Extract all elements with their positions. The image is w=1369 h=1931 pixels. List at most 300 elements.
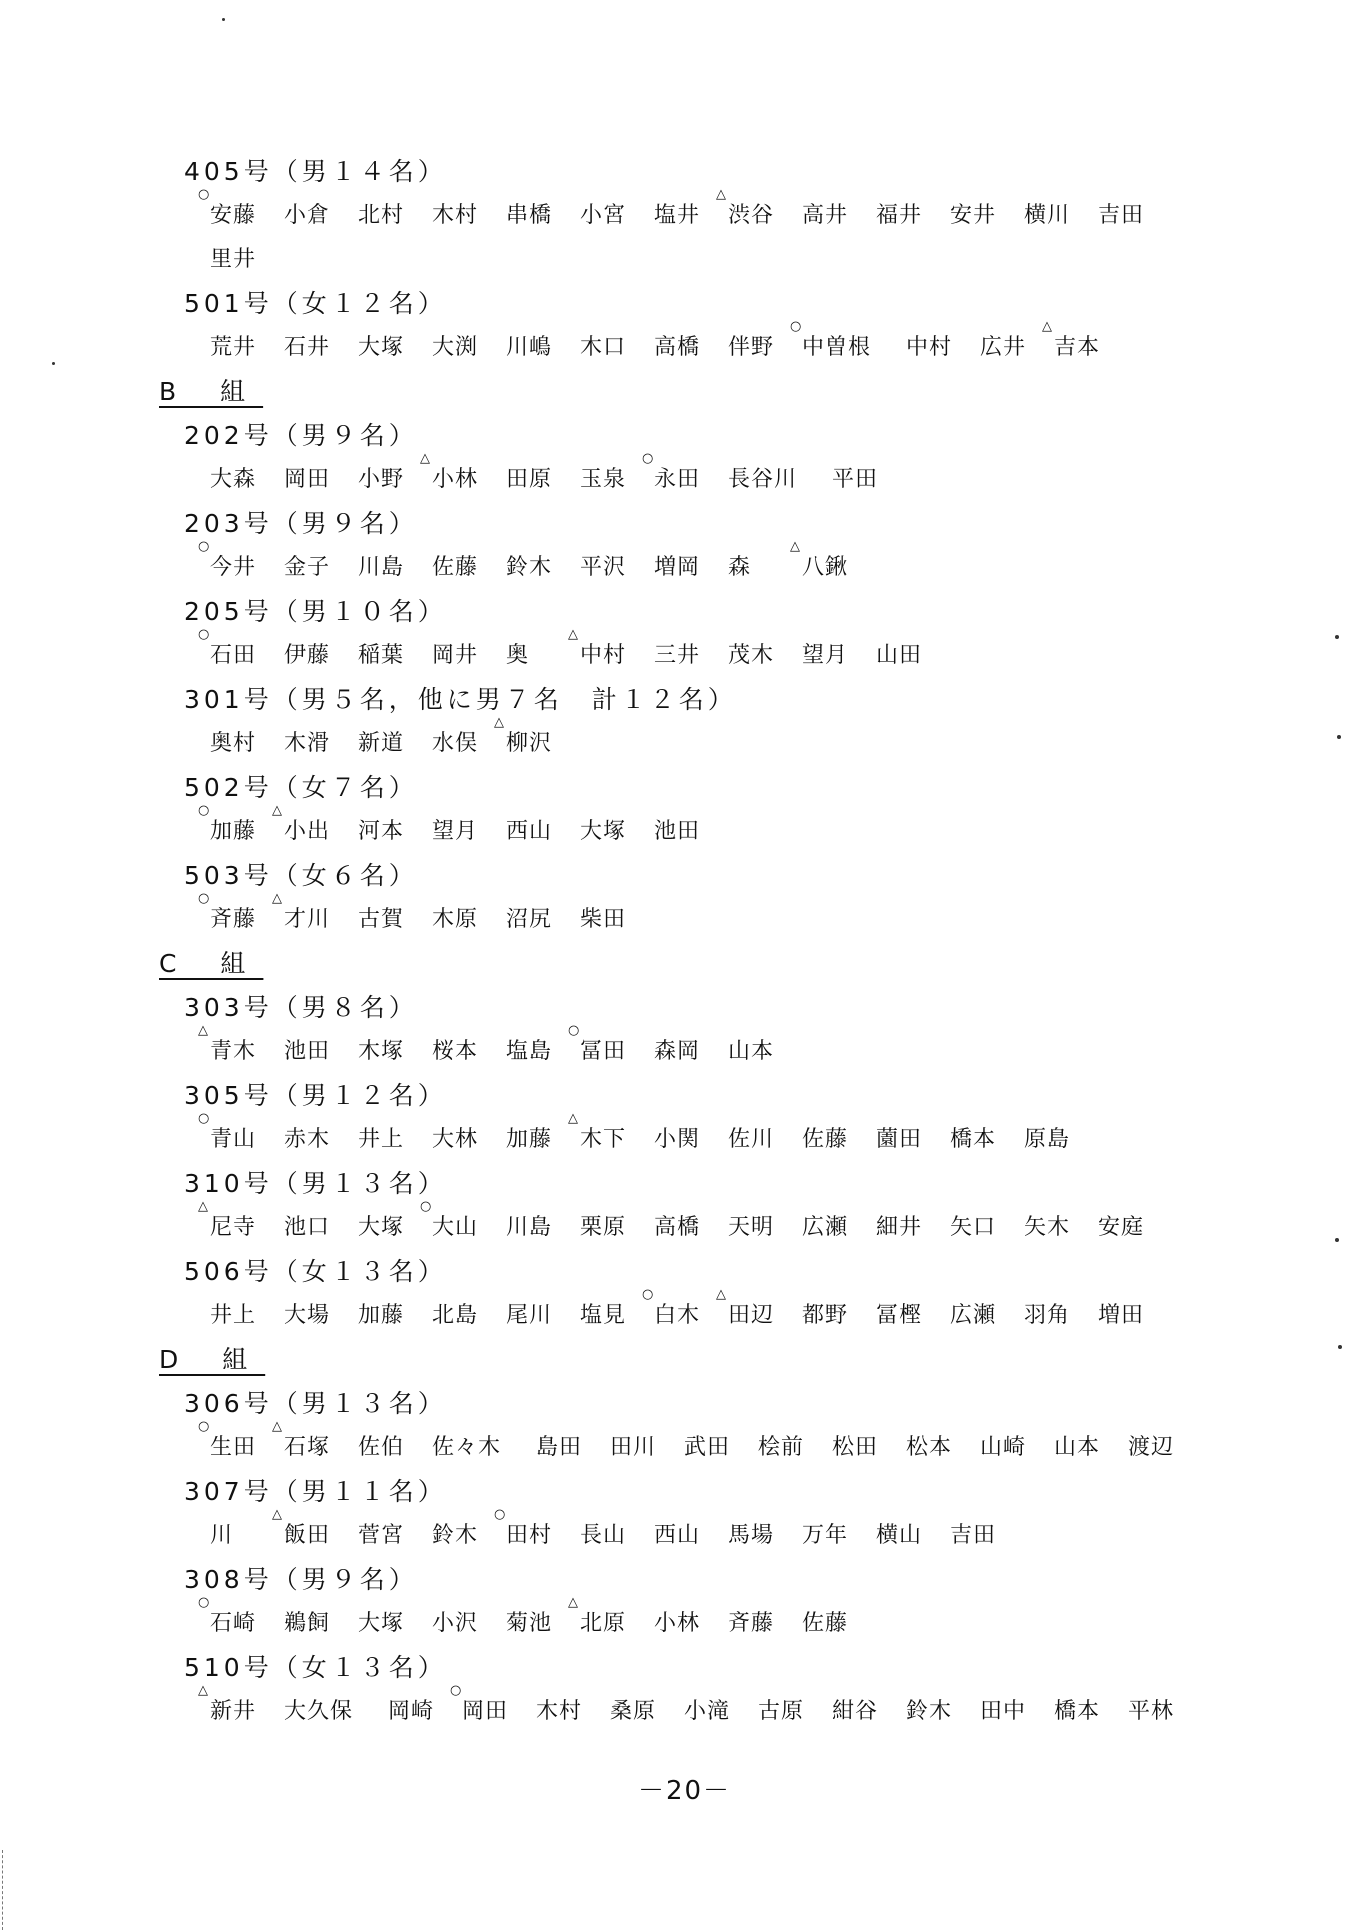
member-name	[654, 810, 728, 854]
member-name	[950, 1206, 1024, 1250]
member-name	[284, 326, 358, 370]
member-name-text: 小宮	[580, 203, 627, 228]
member-name-text: 橋本	[1054, 1699, 1101, 1724]
member-name	[198, 1111, 284, 1162]
member-name	[716, 187, 802, 238]
member-name-text: 佐藤	[432, 555, 479, 580]
scan-speck	[52, 362, 55, 365]
member-name-text: 柳沢	[506, 731, 553, 756]
room-header: 502号（女７名）	[184, 773, 418, 802]
member-name	[568, 627, 654, 678]
member-name	[580, 1514, 654, 1558]
name-row	[198, 1595, 1255, 1646]
member-name	[432, 1426, 536, 1470]
member-name-text: 小林	[432, 467, 479, 492]
member-name-text: 加藤	[210, 819, 257, 844]
member-name-text: 安井	[950, 203, 997, 228]
member-name-text: 松本	[906, 1435, 953, 1460]
member-name	[876, 1206, 950, 1250]
member-name	[198, 1023, 284, 1074]
member-name	[432, 1294, 506, 1338]
member-name-text: 北原	[580, 1611, 627, 1636]
member-name-text: 佐々木	[432, 1435, 502, 1460]
name-row	[210, 319, 1255, 370]
member-name-text: 塩見	[580, 1303, 627, 1328]
name-row	[210, 238, 1255, 282]
member-name	[684, 1426, 758, 1470]
member-name	[432, 634, 506, 678]
member-name	[358, 1118, 432, 1162]
member-name	[654, 634, 728, 678]
member-name	[876, 634, 950, 678]
member-name	[284, 1294, 358, 1338]
room-header: 510号（女１３名）	[184, 1653, 447, 1682]
member-name	[198, 539, 284, 590]
member-name-text: 山本	[1054, 1435, 1101, 1460]
member-name	[494, 1507, 580, 1558]
member-name-text: 森	[728, 555, 752, 580]
member-name-text: 西山	[654, 1523, 701, 1548]
member-name-text: 塩島	[506, 1039, 553, 1064]
member-name	[728, 458, 832, 502]
member-name-text: 山田	[876, 643, 923, 668]
member-name-text: 串橋	[506, 203, 553, 228]
member-name	[210, 722, 284, 766]
member-name	[358, 810, 432, 854]
member-name-text: 佐藤	[802, 1127, 849, 1152]
member-name	[654, 1514, 728, 1558]
member-name	[610, 1690, 684, 1734]
member-name	[432, 194, 506, 238]
member-name	[358, 898, 432, 942]
member-name-text: 木滑	[284, 731, 331, 756]
subleader-mark: △	[198, 1023, 209, 1038]
member-name-text: 大山	[432, 1215, 479, 1240]
member-name-text: 冨樫	[876, 1303, 923, 1328]
room-assignment-list	[155, 150, 1255, 1734]
member-name	[1098, 194, 1172, 238]
member-name-text: 高橋	[654, 335, 701, 360]
member-name	[284, 1118, 358, 1162]
member-name-text: 才川	[284, 907, 331, 932]
member-name-text: 鈴木	[432, 1523, 479, 1548]
name-row	[198, 1199, 1255, 1250]
member-name-text: 池田	[284, 1039, 331, 1064]
member-name-text: 冨田	[580, 1039, 627, 1064]
leader-mark: ○	[494, 1507, 507, 1522]
member-name-text: 万年	[802, 1523, 849, 1548]
name-row	[198, 803, 1255, 854]
member-name-text: 大林	[432, 1127, 479, 1152]
member-name	[580, 1206, 654, 1250]
member-name	[506, 898, 580, 942]
member-name-text: 薗田	[876, 1127, 923, 1152]
name-row	[210, 1287, 1255, 1338]
member-name-text: 伊藤	[284, 643, 331, 668]
member-name-text: 加藤	[506, 1127, 553, 1152]
member-name	[1042, 319, 1128, 370]
member-name	[728, 1514, 802, 1558]
member-name	[358, 546, 432, 590]
member-name	[506, 1206, 580, 1250]
member-name-text: 島田	[536, 1435, 583, 1460]
member-name	[580, 810, 654, 854]
member-name-text: 池口	[284, 1215, 331, 1240]
member-name-text: 望月	[802, 643, 849, 668]
member-name	[198, 1199, 284, 1250]
name-row	[198, 187, 1255, 238]
member-name	[580, 194, 654, 238]
member-name-text: 大塚	[358, 335, 405, 360]
member-name-text: 大渕	[432, 335, 479, 360]
member-name-text: 木村	[536, 1699, 583, 1724]
name-row	[210, 451, 1255, 502]
leader-mark: ○	[790, 319, 803, 334]
member-name	[568, 1111, 654, 1162]
member-name-text: 吉田	[1098, 203, 1145, 228]
member-name-text: 川	[210, 1523, 234, 1548]
member-name	[876, 194, 950, 238]
member-name-text: 都野	[802, 1303, 849, 1328]
member-name-text: 栗原	[580, 1215, 627, 1240]
member-name-text: 矢木	[1024, 1215, 1071, 1240]
member-name	[536, 1690, 610, 1734]
member-name-text: 桑原	[610, 1699, 657, 1724]
member-name	[802, 634, 876, 678]
member-name-text: 大塚	[358, 1215, 405, 1240]
member-name	[906, 1690, 980, 1734]
member-name-text: 石田	[210, 643, 257, 668]
member-name	[1054, 1690, 1128, 1734]
room-header: 303号（男８名）	[184, 993, 418, 1022]
leader-mark: ○	[198, 187, 211, 202]
member-name-text: 馬場	[728, 1523, 775, 1548]
scan-edge-line	[2, 1850, 4, 1930]
member-name-text: 増岡	[654, 555, 701, 580]
member-name-text: 河本	[358, 819, 405, 844]
member-name-text: 桜本	[432, 1039, 479, 1064]
room-header: 506号（女１３名）	[184, 1257, 447, 1286]
member-name-text: 新道	[358, 731, 405, 756]
member-name	[950, 1294, 1024, 1338]
room-header: 202号（男９名）	[184, 421, 418, 450]
member-name	[728, 1030, 802, 1074]
member-name-text: 金子	[284, 555, 331, 580]
leader-mark: ○	[568, 1023, 581, 1038]
member-name	[536, 1426, 610, 1470]
member-name	[876, 1118, 950, 1162]
member-name-text: 木原	[432, 907, 479, 932]
member-name-text: 川島	[358, 555, 405, 580]
member-name-text: 石井	[284, 335, 331, 360]
member-name-text: 新井	[210, 1699, 257, 1724]
member-name	[432, 1118, 506, 1162]
name-row	[198, 539, 1255, 590]
member-name	[358, 194, 432, 238]
member-name	[832, 1690, 906, 1734]
member-name	[284, 1206, 358, 1250]
member-name	[432, 898, 506, 942]
member-name	[358, 1602, 432, 1646]
member-name	[1098, 1206, 1172, 1250]
member-name	[210, 458, 284, 502]
member-name	[832, 1426, 906, 1470]
leader-mark: ○	[198, 1419, 211, 1434]
member-name	[506, 810, 580, 854]
leader-mark: ○	[198, 539, 211, 554]
member-name-text: 井上	[210, 1303, 257, 1328]
member-name-text: 岡井	[432, 643, 479, 668]
member-name-text: 荒井	[210, 335, 257, 360]
member-name-text: 木塚	[358, 1039, 405, 1064]
member-name	[654, 1030, 728, 1074]
member-name-text: 平沢	[580, 555, 627, 580]
member-name-text: 斉藤	[210, 907, 257, 932]
member-name-text: 尼寺	[210, 1215, 257, 1240]
member-name	[432, 546, 506, 590]
member-name-text: 武田	[684, 1435, 731, 1460]
member-name	[758, 1426, 832, 1470]
member-name-text: 田川	[610, 1435, 657, 1460]
scan-speck	[1335, 1238, 1339, 1242]
member-name	[642, 451, 728, 502]
subleader-mark: △	[272, 1507, 283, 1522]
member-name	[506, 326, 580, 370]
member-name	[506, 458, 580, 502]
leader-mark: ○	[198, 1595, 211, 1610]
member-name	[198, 627, 284, 678]
member-name	[432, 1030, 506, 1074]
member-name-text: 稲葉	[358, 643, 405, 668]
member-name	[758, 1690, 832, 1734]
member-name	[272, 1507, 358, 1558]
member-name-text: 永田	[654, 467, 701, 492]
member-name-text: 紺谷	[832, 1699, 879, 1724]
member-name	[980, 1690, 1054, 1734]
room-header: 501号（女１２名）	[184, 289, 447, 318]
leader-mark: ○	[198, 1111, 211, 1126]
member-name-text: 川嶋	[506, 335, 553, 360]
member-name-text: 山崎	[980, 1435, 1027, 1460]
page-number: －20－	[637, 1776, 732, 1806]
member-name	[654, 546, 728, 590]
member-name	[358, 326, 432, 370]
member-name	[272, 891, 358, 942]
member-name-text: 菊池	[506, 1611, 553, 1636]
member-name-text: 西山	[506, 819, 553, 844]
member-name	[420, 451, 506, 502]
scan-speck	[1337, 735, 1341, 739]
member-name	[284, 1030, 358, 1074]
member-name-text: 小関	[654, 1127, 701, 1152]
member-name	[210, 238, 284, 282]
member-name-text: 吉本	[1054, 335, 1101, 360]
leader-mark: ○	[642, 1287, 655, 1302]
member-name-text: 広瀬	[950, 1303, 997, 1328]
member-name-text: 沼尻	[506, 907, 553, 932]
member-name	[284, 1690, 388, 1734]
name-row	[198, 1419, 1255, 1470]
name-row	[198, 1111, 1255, 1162]
member-name-text: 田村	[506, 1523, 553, 1548]
subleader-mark: △	[1042, 319, 1053, 334]
subleader-mark: △	[198, 1199, 209, 1214]
room-header: 503号（女６名）	[184, 861, 418, 890]
room-header: 301号（男５名，他に男７名 計１２名）	[184, 685, 737, 714]
room-header: 308号（男９名）	[184, 1565, 418, 1594]
member-name	[1024, 1206, 1098, 1250]
member-name	[506, 194, 580, 238]
member-name-text: 北村	[358, 203, 405, 228]
member-name	[358, 1294, 432, 1338]
member-name	[802, 194, 876, 238]
name-row	[210, 715, 1255, 766]
member-name	[1024, 194, 1098, 238]
member-name-text: 岡崎	[388, 1699, 435, 1724]
member-name	[494, 715, 580, 766]
member-name-text: 大森	[210, 467, 257, 492]
member-name-text: 大場	[284, 1303, 331, 1328]
member-name	[728, 634, 802, 678]
member-name-text: 水俣	[432, 731, 479, 756]
member-name	[210, 1294, 284, 1338]
subleader-mark: △	[272, 891, 283, 906]
subleader-mark: △	[716, 1287, 727, 1302]
room-header: 307号（男１１名）	[184, 1477, 447, 1506]
member-name-text: 増田	[1098, 1303, 1145, 1328]
member-name-text: 渡辺	[1128, 1435, 1175, 1460]
member-name	[790, 319, 906, 370]
member-name-text: 奥村	[210, 731, 257, 756]
member-name-text: 池田	[654, 819, 701, 844]
member-name-text: 塩井	[654, 203, 701, 228]
member-name	[420, 1199, 506, 1250]
scan-speck	[1338, 1345, 1342, 1349]
member-name	[876, 1294, 950, 1338]
member-name-text: 佐川	[728, 1127, 775, 1152]
member-name-text: 大塚	[580, 819, 627, 844]
subleader-mark: △	[568, 627, 579, 642]
member-name	[1024, 1294, 1098, 1338]
member-name	[284, 722, 358, 766]
member-name-text: 高井	[802, 203, 849, 228]
subleader-mark: △	[716, 187, 727, 202]
member-name-text: 佐藤	[802, 1611, 849, 1636]
member-name	[876, 1514, 950, 1558]
member-name-text: 安藤	[210, 203, 257, 228]
leader-mark: ○	[198, 803, 211, 818]
member-name-text: 鈴木	[506, 555, 553, 580]
member-name-text: 加藤	[358, 1303, 405, 1328]
scan-speck	[222, 18, 225, 21]
room-header: 205号（男１０名）	[184, 597, 447, 626]
member-name-text: 小倉	[284, 203, 331, 228]
name-row	[198, 1023, 1255, 1074]
member-name-text: 中村	[906, 335, 953, 360]
member-name-text: 小沢	[432, 1611, 479, 1636]
member-name-text: 大久保	[284, 1699, 354, 1724]
member-name	[284, 546, 358, 590]
member-name-text: 田原	[506, 467, 553, 492]
leader-mark: ○	[642, 451, 655, 466]
member-name-text: 古賀	[358, 907, 405, 932]
room-header: 405号（男１４名）	[184, 157, 447, 186]
member-name	[654, 1602, 728, 1646]
leader-mark: ○	[198, 627, 211, 642]
member-name	[802, 1514, 876, 1558]
member-name-text: 横川	[1024, 203, 1071, 228]
name-row	[198, 627, 1255, 678]
member-name	[506, 1294, 580, 1338]
room-header: 203号（男９名）	[184, 509, 418, 538]
member-name-text: 白木	[654, 1303, 701, 1328]
member-name	[802, 1118, 876, 1162]
scan-speck	[1335, 635, 1339, 639]
member-name-text: 伴野	[728, 335, 775, 360]
member-name-text: 長谷川	[728, 467, 798, 492]
member-name-text: 広井	[980, 335, 1027, 360]
member-name	[198, 1683, 284, 1734]
member-name-text: 菅宮	[358, 1523, 405, 1548]
member-name	[906, 326, 980, 370]
member-name-text: 北島	[432, 1303, 479, 1328]
member-name	[1098, 1294, 1172, 1338]
member-name-text: 里井	[210, 247, 257, 272]
member-name-text: 岡田	[462, 1699, 509, 1724]
member-name	[790, 539, 876, 590]
subleader-mark: △	[272, 1419, 283, 1434]
member-name	[568, 1023, 654, 1074]
member-name-text: 原島	[1024, 1127, 1071, 1152]
member-name	[358, 1030, 432, 1074]
member-name	[950, 1118, 1024, 1162]
member-name-text: 玉泉	[580, 467, 627, 492]
member-name	[358, 722, 432, 766]
member-name-text: 石塚	[284, 1435, 331, 1460]
member-name	[802, 1602, 876, 1646]
member-name	[802, 1206, 876, 1250]
member-name-text: 鵜飼	[284, 1611, 331, 1636]
member-name-text: 桧前	[758, 1435, 805, 1460]
member-name-text: 八鍬	[802, 555, 849, 580]
subleader-mark: △	[420, 451, 431, 466]
member-name-text: 石崎	[210, 1611, 257, 1636]
member-name	[198, 1595, 284, 1646]
member-name-text: 斉藤	[728, 1611, 775, 1636]
member-name-text: 安庭	[1098, 1215, 1145, 1240]
member-name-text: 田中	[980, 1699, 1027, 1724]
member-name	[654, 326, 728, 370]
member-name-text: 生田	[210, 1435, 257, 1460]
member-name-text: 福井	[876, 203, 923, 228]
member-name-text: 小野	[358, 467, 405, 492]
member-name	[450, 1683, 536, 1734]
member-name-text: 鈴木	[906, 1699, 953, 1724]
name-row	[210, 1507, 1255, 1558]
member-name	[728, 1602, 802, 1646]
member-name-text: 平林	[1128, 1699, 1175, 1724]
member-name-text: 小滝	[684, 1699, 731, 1724]
member-name-text: 吉田	[950, 1523, 997, 1548]
member-name	[654, 1118, 728, 1162]
member-name-text: 細井	[876, 1215, 923, 1240]
member-name	[272, 803, 358, 854]
member-name-text: 柴田	[580, 907, 627, 932]
member-name	[432, 810, 506, 854]
member-name-text: 横山	[876, 1523, 923, 1548]
member-name	[832, 458, 906, 502]
member-name	[802, 1294, 876, 1338]
